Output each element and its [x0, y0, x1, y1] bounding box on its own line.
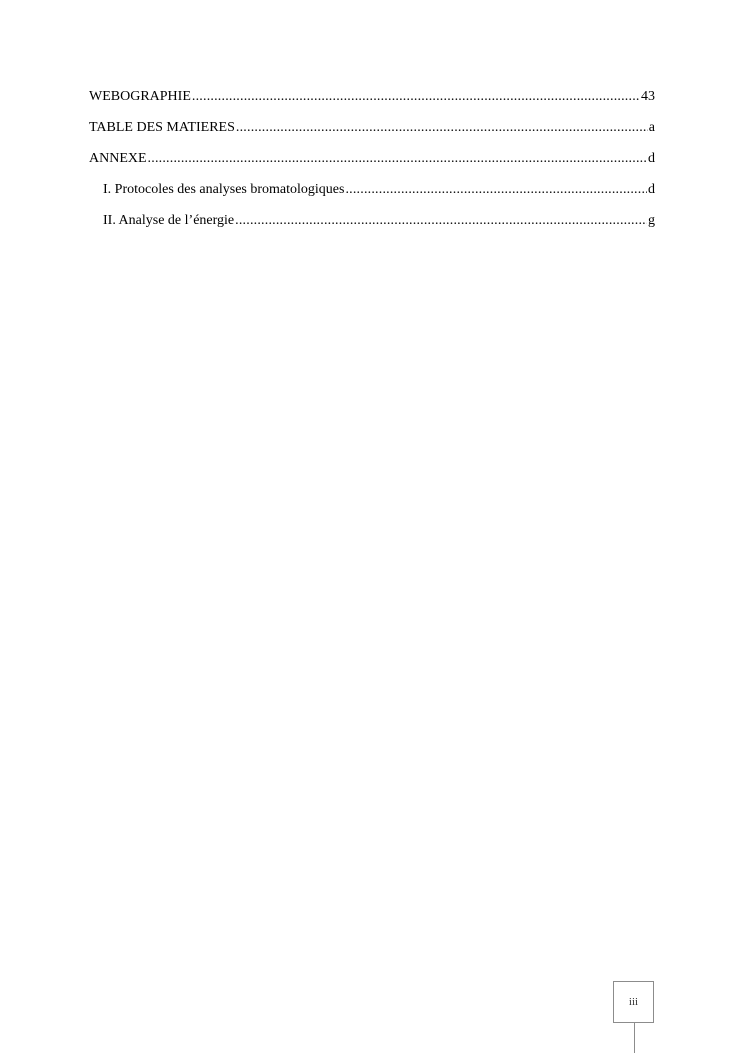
- toc-dot-leader: [148, 150, 647, 168]
- table-of-contents: [89, 88, 655, 243]
- toc-entry-title: WEBOGRAPHIE: [89, 89, 191, 104]
- toc-entry-title: TABLE DES MATIERES: [89, 120, 235, 135]
- toc-entry-analyse-energie[interactable]: [89, 212, 655, 243]
- toc-entry-page: d: [648, 182, 655, 197]
- toc-entry-page: d: [648, 151, 655, 166]
- toc-dot-leader: [235, 212, 647, 230]
- toc-entry-protocoles[interactable]: [89, 181, 655, 212]
- toc-dot-leader: [236, 119, 648, 137]
- page-number-line: [634, 1023, 635, 1053]
- toc-entry-annexe[interactable]: [89, 150, 655, 181]
- toc-dot-leader: [192, 88, 640, 106]
- page-number-box: [613, 981, 654, 1023]
- toc-entry-title: II. Analyse de l’énergie: [103, 213, 235, 228]
- toc-entry-webographie[interactable]: [89, 88, 655, 119]
- toc-entry-title: ANNEXE: [89, 151, 147, 166]
- toc-dot-leader: [345, 181, 647, 199]
- toc-entry-title: I. Protocoles des analyses bromatologiques: [103, 182, 345, 197]
- page-number: iii: [628, 996, 639, 1008]
- toc-entry-table-des-matieres[interactable]: [89, 119, 655, 150]
- toc-entry-page: 43: [641, 89, 655, 104]
- toc-entry-page: a: [648, 120, 655, 135]
- toc-entry-page: g: [648, 213, 655, 228]
